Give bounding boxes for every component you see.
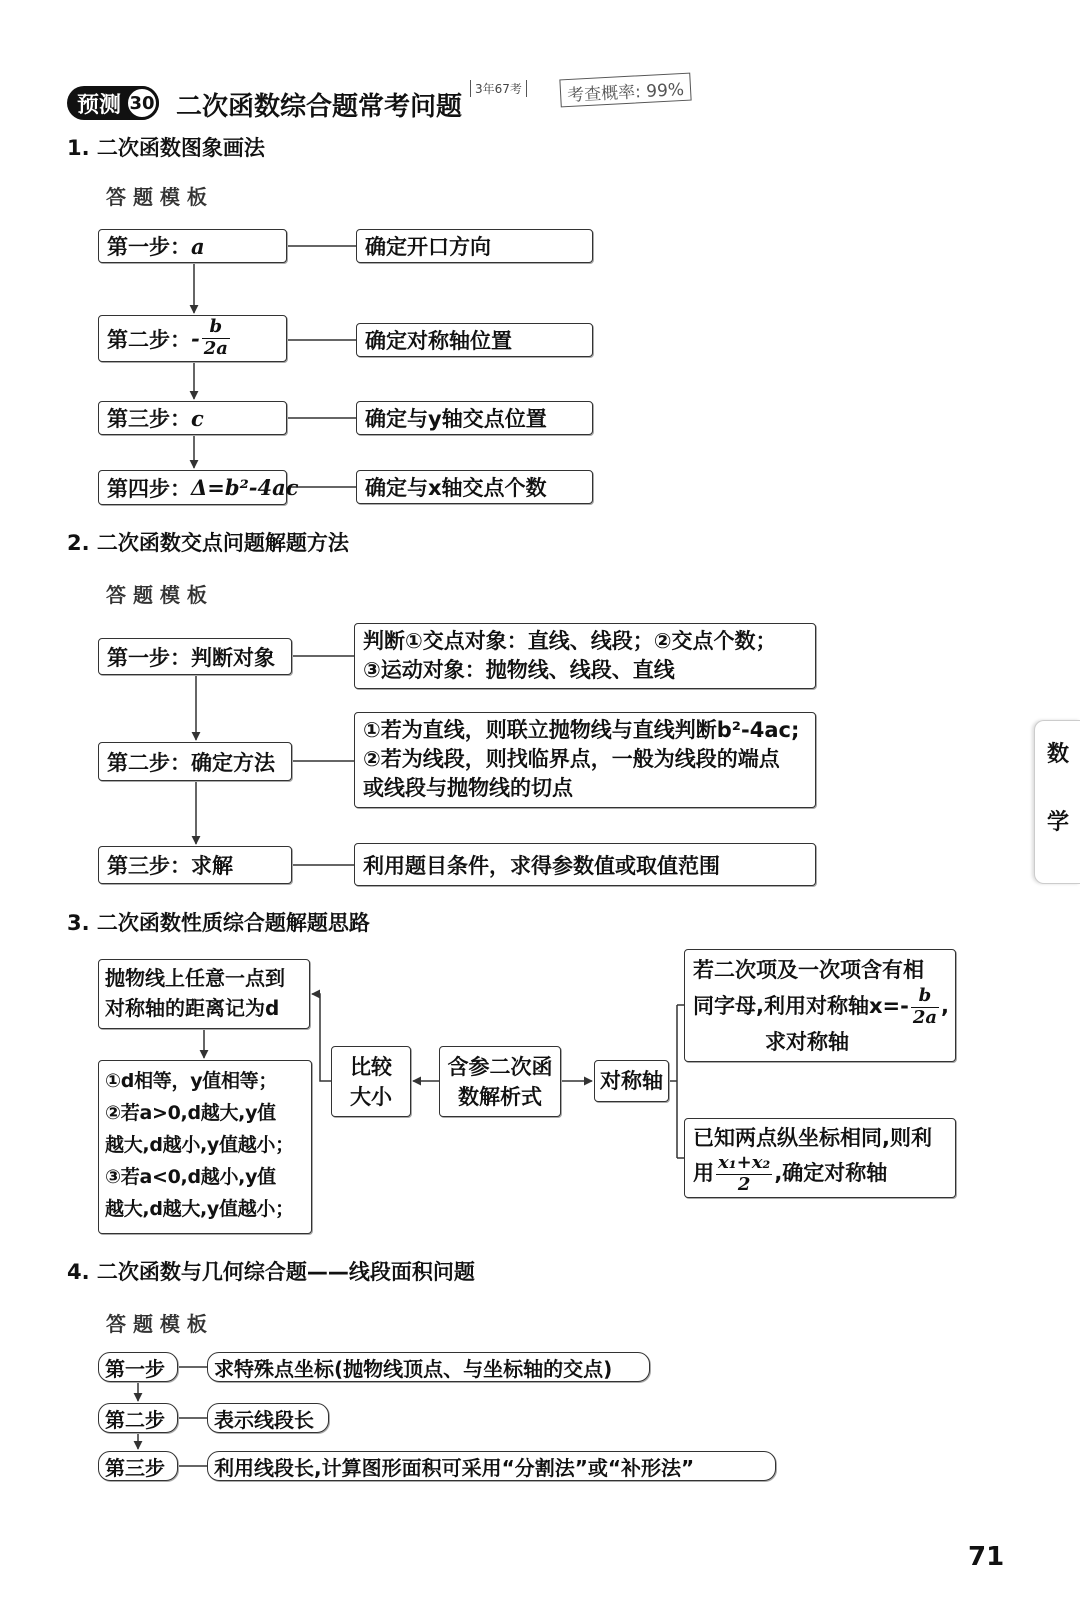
fraction-numerator: b [202,318,230,339]
s1-step-4-label: 第四步： [107,476,191,501]
s1-step-1 [98,229,287,263]
s3-axis-method-2-line-2 [693,1153,947,1194]
s1-step-2 [98,315,287,362]
s1-step-1-math: a [191,233,205,259]
s3-rules-box [98,1060,312,1234]
s2-step-3: 第三步：求解 [98,846,292,884]
page-number: 71 [968,1542,1005,1572]
s1-step-4-math: Δ=b²-4ac [191,475,299,500]
s3-compare-box [331,1046,411,1117]
s3-axis-fraction-b-over-2a [911,984,939,1028]
badge-number: 30 [125,86,159,120]
s3-compare-line-2: 大小 [350,1084,392,1109]
s3-rule-line-1: ①d相等，y值相等； [105,1070,278,1092]
section-1-template-label: 答 题 模 板 [106,185,207,209]
s3-axis-method-2-line-2-post: ,确定对称轴 [774,1161,888,1185]
subject-side-tab [1034,720,1080,884]
side-tab-char-1: 数 [1046,742,1069,767]
prediction-badge [67,86,159,120]
s3-compare-line-1: 比较 [350,1054,392,1079]
s2-result-2 [354,712,816,808]
s2-result-1 [354,623,816,689]
s3-distance-line-1: 抛物线上任意一点到 [105,966,285,990]
s3-axis-method-1-line-2-post: , [941,994,950,1018]
s1-step-2-label: 第二步： [107,327,191,352]
s3-expression-line-2: 数解析式 [458,1084,542,1109]
section-4-heading: 4. 二次函数与几何综合题——线段面积问题 [67,1260,475,1284]
s3-axis-fraction-midpoint [716,1151,772,1195]
section-2-template-label: 答 题 模 板 [106,583,207,607]
section-1-heading: 1. 二次函数图象画法 [67,136,265,160]
section-3-heading: 3. 二次函数性质综合题解题思路 [67,911,370,935]
s1-result-2: 确定对称轴位置 [356,323,593,357]
s4-step-2: 第二步 [98,1403,178,1433]
s1-step-3-math: c [191,405,204,431]
s3-axis-method-2-line-1: 已知两点纵坐标相同,则利 [693,1126,932,1150]
s3-rule-line-3: 越大,d越小,y值越小； [105,1134,294,1156]
s3-rule-line-4: ③若a<0,d越小,y值 [105,1166,276,1188]
s2-result-1-line-2: ③运动对象：抛物线、线段、直线 [363,658,675,682]
s1-step-2-sign: - [191,326,200,351]
fraction-denominator: 2a [912,1006,938,1028]
s3-distance-line-2: 对称轴的距离记为d [105,996,280,1020]
s1-step-3 [98,401,287,435]
s3-axis-method-1 [684,949,956,1062]
s2-result-2-line-3: 或线段与抛物线的切点 [363,776,573,800]
s1-step-1-label: 第一步： [107,235,191,259]
section-2-heading: 2. 二次函数交点问题解题方法 [67,531,349,555]
s2-result-3: 利用题目条件，求得参数值或取值范围 [354,843,816,886]
s3-axis-method-2-line-2-pre: 用 [693,1161,714,1185]
fraction-numerator: x₁+x₂ [718,1151,771,1173]
s3-axis-method-2 [684,1118,956,1198]
s3-axis-box: 对称轴 [594,1060,669,1102]
s4-result-3: 利用线段长,计算图形面积可采用“分割法”或“补形法” [207,1451,776,1481]
s3-expression-line-1: 含参二次函 [447,1054,553,1079]
s1-step-2-fraction [202,318,230,359]
probability-stamp: 考查概率: 99% [559,73,691,108]
s1-step-4 [98,470,299,505]
s3-expression-box [439,1046,561,1117]
s4-step-3: 第三步 [98,1451,178,1481]
page-title: 二次函数综合题常考问题 [176,92,463,122]
side-tab-char-2: 学 [1046,810,1069,835]
s3-axis-method-1-line-2-pre: 同字母,利用对称轴x=- [693,994,909,1018]
s3-arrow-compare-to-distance [312,994,331,1081]
s2-step-2: 第二步：确定方法 [98,742,292,781]
s2-result-2-line-1: ①若为直线，则联立抛物线与直线判断b²-4ac; [363,718,800,742]
fraction-denominator: 2a [203,338,228,359]
s4-result-1: 求特殊点坐标(抛物线顶点、与坐标轴的交点) [207,1352,650,1382]
s1-result-4: 确定与x轴交点个数 [356,470,593,504]
section-4-template-label: 答 题 模 板 [106,1312,207,1336]
s4-result-2: 表示线段长 [207,1403,329,1433]
s1-result-3: 确定与y轴交点位置 [356,401,593,435]
s1-step-3-label: 第三步： [107,407,191,431]
s2-result-2-line-2: ②若为线段，则找临界点，一般为线段的端点 [363,747,780,771]
badge-label: 预测 [77,92,122,118]
s4-step-1: 第一步 [98,1352,178,1382]
s3-rule-line-2: ②若a>0,d越大,y值 [105,1102,276,1124]
fraction-denominator: 2 [737,1173,751,1195]
s3-distance-box [98,959,310,1029]
s3-axis-method-1-line-2 [693,984,950,1028]
s1-result-1: 确定开口方向 [356,229,593,263]
s3-axis-method-1-line-1: 若二次项及一次项含有相 [693,958,924,982]
s2-result-1-line-1: 判断①交点对象：直线、线段；②交点个数； [363,629,777,653]
s2-step-1: 第一步：判断对象 [98,638,292,675]
s3-rule-line-5: 越大,d越大,y值越小； [105,1198,294,1220]
exam-frequency: 3年67考 [470,80,527,97]
fraction-numerator: b [911,987,939,1008]
s3-axis-method-1-line-3: 求对称轴 [765,1030,849,1055]
